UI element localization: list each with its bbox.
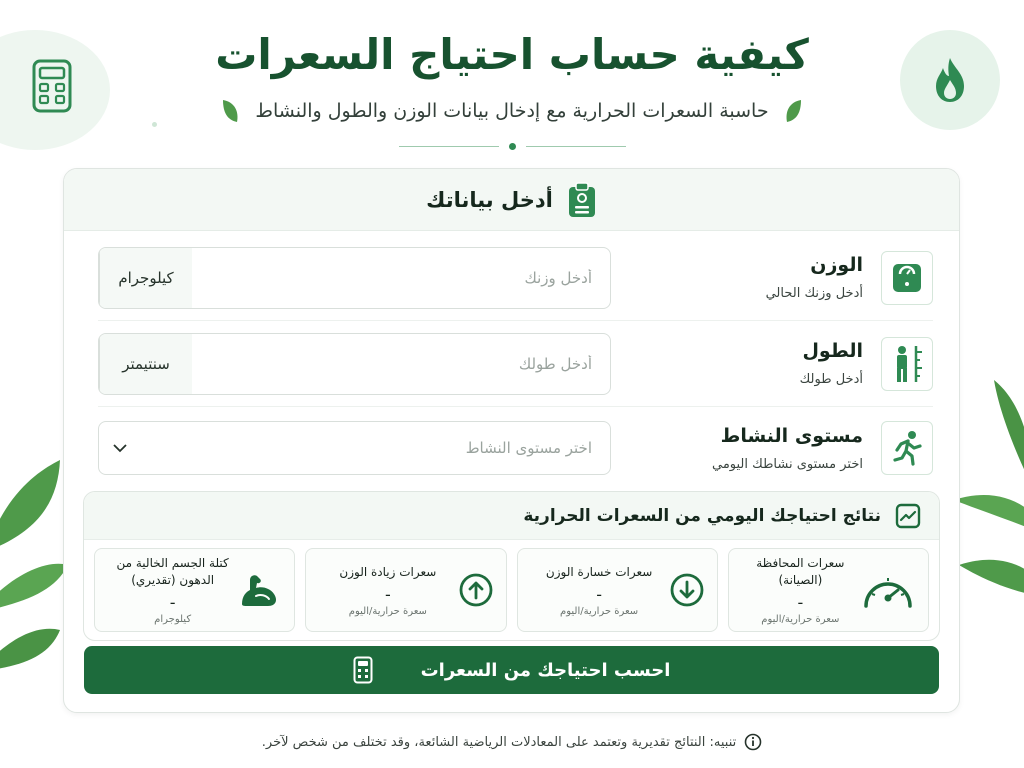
result-unit: سعرة حرارية/اليوم xyxy=(348,605,427,617)
title-divider xyxy=(0,143,1024,150)
divider-line xyxy=(399,146,499,147)
leaf-icon xyxy=(783,98,803,124)
weight-input-group xyxy=(98,247,611,309)
result-value: - xyxy=(596,584,603,604)
height-unit: سنتيمتر xyxy=(99,334,192,394)
weight-row xyxy=(98,235,933,321)
calculator-icon xyxy=(353,656,373,684)
chevron-down-icon xyxy=(113,443,127,453)
activity-select[interactable] xyxy=(98,421,611,475)
height-input[interactable] xyxy=(192,334,610,394)
result-title: سعرات المحافظة (الصيانة) xyxy=(756,556,845,587)
running-person-icon xyxy=(881,421,933,475)
scale-icon xyxy=(881,251,933,305)
leaf-decoration-right xyxy=(954,380,1024,610)
leaf-decoration-left xyxy=(0,460,70,680)
result-unit: سعرة حرارية/اليوم xyxy=(761,614,840,625)
height-hint: أدخل طولك xyxy=(799,372,863,387)
results-header xyxy=(84,492,939,540)
page-subtitle: حاسبة السعرات الحرارية مع إدخال بيانات الوزن والطول والنشاط xyxy=(255,100,769,122)
result-unit: كيلوجرام xyxy=(154,614,192,625)
result-title: سعرات خسارة الوزن xyxy=(545,564,653,579)
disclaimer-notice xyxy=(0,733,1024,751)
weight-hint: أدخل وزنك الحالي xyxy=(765,286,863,301)
subtitle-row xyxy=(0,98,1024,124)
result-cards xyxy=(94,548,929,632)
arrow-down-circle-icon xyxy=(669,572,705,608)
results-heading: نتائج احتياجك اليومي من السعرات الحرارية xyxy=(523,505,881,526)
weight-label: الوزن xyxy=(810,254,863,276)
calculator-card xyxy=(63,168,960,713)
calculate-button-label: احسب احتياجك من السعرات xyxy=(420,659,671,681)
activity-row xyxy=(98,405,933,491)
height-ruler-icon xyxy=(881,337,933,391)
speedometer-icon xyxy=(860,568,916,612)
result-title: كتلة الجسم الخالية من الدهون (تقديري) xyxy=(116,556,229,587)
weight-label-group xyxy=(766,251,933,305)
activity-select-placeholder: اختر مستوى النشاط xyxy=(465,439,592,457)
arrow-up-circle-icon xyxy=(458,572,494,608)
disclaimer-text: تنبيه: النتائج تقديرية وتعتمد على المعادلات الرياضية الشائعة، وقد تختلف من شخص لآخر. xyxy=(261,734,737,750)
height-row xyxy=(98,321,933,407)
height-label-group xyxy=(800,337,933,391)
height-label: الطول xyxy=(802,340,863,362)
result-card-maintenance xyxy=(728,548,929,632)
result-value: - xyxy=(384,584,391,604)
results-panel xyxy=(83,491,940,641)
result-value: - xyxy=(797,593,804,612)
result-value: - xyxy=(169,593,176,612)
result-card-lean-mass xyxy=(94,548,295,632)
clipboard-icon xyxy=(567,182,597,218)
trend-chart-icon xyxy=(895,503,921,529)
card-header xyxy=(64,169,959,231)
divider-dot xyxy=(509,143,516,150)
card-heading: أدخل بياناتك xyxy=(426,187,553,212)
info-icon xyxy=(744,733,762,751)
height-input-group xyxy=(98,333,611,395)
result-card-weight-gain xyxy=(305,548,506,632)
flexed-arm-icon xyxy=(238,570,282,610)
result-unit: سعرة حرارية/اليوم xyxy=(560,605,639,617)
page-title: كيفية حساب احتياج السعرات xyxy=(215,30,809,79)
result-title: سعرات زيادة الوزن xyxy=(339,564,437,579)
leaf-icon xyxy=(221,98,241,124)
result-card-weight-loss xyxy=(517,548,718,632)
activity-label: مستوى النشاط xyxy=(720,424,863,447)
activity-hint: اختر مستوى نشاطك اليومي xyxy=(711,456,863,472)
weight-input[interactable] xyxy=(192,248,610,308)
activity-label-group xyxy=(712,421,933,475)
weight-unit: كيلوجرام xyxy=(99,248,192,308)
divider-line xyxy=(526,146,626,147)
calculate-button[interactable] xyxy=(84,646,939,694)
